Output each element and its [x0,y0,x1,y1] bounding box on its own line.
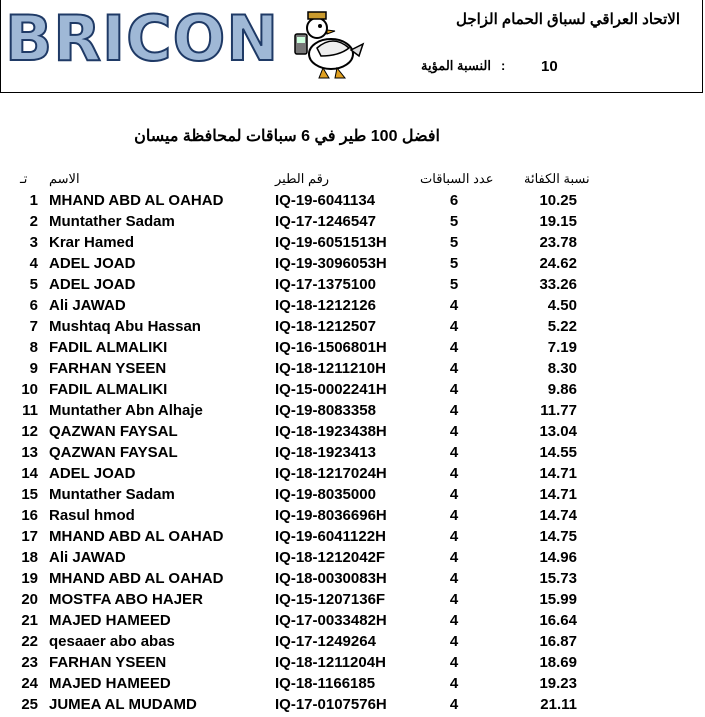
row-number: 9 [29,360,38,377]
pigeon-owner: MOSTFA ABO HAJER [49,591,203,608]
table-row [0,380,705,401]
efficiency-value: 15.99 [539,591,577,608]
pigeon-owner: MHAND ABD AL OAHAD [49,192,224,209]
pigeon-owner: QAZWAN FAYSAL [49,423,178,440]
ring-number: IQ-18-1212507 [275,318,376,335]
pigeon-owner: Mushtaq Abu Hassan [49,318,201,335]
ring-number: IQ-18-1211210H [275,360,386,377]
efficiency-value: 19.23 [539,675,577,692]
race-count: 4 [449,402,459,419]
pigeon-owner: QAZWAN FAYSAL [49,444,178,461]
row-number: 17 [21,528,38,545]
race-count: 4 [449,591,459,608]
efficiency-value: 33.26 [539,276,577,293]
pigeon-owner: Krar Hamed [49,234,135,251]
pigeon-owner: FADIL ALMALIKI [49,381,168,398]
efficiency-value: 16.87 [539,633,577,650]
pigeon-owner: MAJED HAMEED [49,675,171,692]
efficiency-value: 14.71 [539,486,577,503]
row-number: 13 [21,444,38,461]
row-number: 22 [21,633,38,650]
efficiency-value: 9.86 [547,381,577,398]
pigeon-owner: Muntather Sadam [49,213,175,230]
race-count: 5 [449,234,459,251]
ring-number: IQ-19-8083358 [275,402,376,419]
table-row [0,233,705,254]
race-count: 5 [449,213,459,230]
ring-number: IQ-18-1923413 [275,444,376,461]
row-number: 10 [21,381,38,398]
ratio-value: 10 [541,58,558,75]
efficiency-value: 11.77 [540,402,577,419]
ring-number: IQ-18-1217024H [275,465,387,482]
ring-number: IQ-19-3096053H [275,255,387,272]
row-number: 19 [21,570,38,587]
table-row [0,191,705,212]
race-count: 4 [449,696,459,713]
row-number: 3 [29,234,38,251]
efficiency-value: 18.69 [539,654,577,671]
race-count: 4 [449,612,459,629]
pigeon-owner: FADIL ALMALIKI [49,339,168,356]
efficiency-value: 16.64 [539,612,577,629]
row-number: 21 [21,612,38,629]
row-number: 23 [21,654,38,671]
efficiency-value: 4.50 [547,297,577,314]
pigeon-owner: JUMEA AL MUDAMD [49,696,197,713]
efficiency-value: 21.11 [540,696,577,713]
race-count: 4 [449,528,459,545]
table-row [0,527,705,548]
row-number: 6 [29,297,38,314]
row-number: 18 [21,549,38,566]
table-row [0,611,705,632]
pigeon-owner: FARHAN YSEEN [49,654,167,671]
report-subtitle: افضل 100 طير في 6 سباقات لمحافظة ميسان [134,128,440,145]
row-number: 7 [29,318,38,335]
efficiency-value: 14.74 [539,507,577,524]
table-row [0,422,705,443]
ring-number: IQ-18-1923438H [275,423,387,440]
table-row [0,464,705,485]
row-number: 16 [21,507,38,524]
table-row [0,506,705,527]
race-count: 4 [449,675,459,692]
race-count: 5 [449,255,459,272]
ring-number: IQ-17-0107576H [275,696,387,713]
ring-number: IQ-19-8035000 [275,486,376,503]
table-row [0,254,705,275]
ratio-label: النسبة المؤية [421,58,491,73]
table-row [0,695,705,716]
pigeon-owner: MHAND ABD AL OAHAD [49,528,224,545]
race-count: 4 [449,486,459,503]
row-number: 4 [29,255,38,272]
pigeon-owner: ADEL JOAD [49,465,136,482]
ring-number: IQ-15-1207136F [275,591,386,608]
bricon-logo: BRICON [5,2,280,75]
column-header-races: عدد السباقات [420,171,494,186]
race-count: 4 [449,507,459,524]
ring-number: IQ-18-0030083H [275,570,387,587]
efficiency-value: 24.62 [539,255,577,272]
pigeon-owner: FARHAN YSEEN [49,360,167,377]
row-number: 12 [21,423,38,440]
pigeon-owner: Ali JAWAD [49,549,126,566]
row-number: 2 [29,213,38,230]
row-number: 15 [21,486,38,503]
table-row [0,548,705,569]
table-row [0,569,705,590]
column-header-number: تـ [20,171,28,186]
ring-number: IQ-15-0002241H [275,381,387,398]
row-number: 14 [21,465,38,482]
efficiency-value: 14.96 [539,549,577,566]
column-header-name: الاسم [49,171,80,186]
column-header-ring: رقم الطير [275,171,330,186]
race-count: 6 [449,192,459,209]
table-row [0,674,705,695]
ring-number: IQ-16-1506801H [275,339,387,356]
table-row [0,653,705,674]
ring-number: IQ-18-1211204H [275,654,386,671]
race-count: 4 [449,549,459,566]
race-count: 4 [449,318,459,335]
race-count: 5 [449,276,459,293]
table-row [0,443,705,464]
pigeon-owner: Ali JAWAD [49,297,126,314]
pigeon-owner: Rasul hmod [49,507,135,524]
table-row [0,296,705,317]
pigeon-owner: MHAND ABD AL OAHAD [49,570,224,587]
ring-number: IQ-17-1249264 [275,633,376,650]
row-number: 1 [29,192,38,209]
ring-number: IQ-17-1246547 [275,213,376,230]
ring-number: IQ-19-8036696H [275,507,387,524]
race-count: 4 [449,444,459,461]
row-number: 11 [22,402,38,419]
efficiency-value: 7.19 [547,339,577,356]
pigeon-owner: qesaaer abo abas [49,633,175,650]
race-count: 4 [449,654,459,671]
row-number: 8 [29,339,38,356]
ring-number: IQ-18-1166185 [275,675,376,692]
ring-number: IQ-18-1212126 [275,297,376,314]
race-count: 4 [449,360,459,377]
efficiency-value: 13.04 [539,423,577,440]
table-row [0,590,705,611]
table-row [0,632,705,653]
pigeon-owner: Muntather Sadam [49,486,175,503]
ring-number: IQ-19-6041122H [275,528,386,545]
pigeon-owner: Muntather Abn Alhaje [49,402,203,419]
race-count: 4 [449,465,459,482]
ring-number: IQ-18-1212042F [275,549,386,566]
efficiency-value: 14.71 [539,465,577,482]
column-header-efficiency: نسبة الكفائة [524,171,590,186]
table-row [0,401,705,422]
table-row [0,485,705,506]
efficiency-value: 5.22 [547,318,577,335]
efficiency-value: 14.55 [539,444,577,461]
table-row [0,359,705,380]
row-number: 24 [21,675,38,692]
federation-title: الاتحاد العراقي لسباق الحمام الزاجل [455,11,680,28]
row-number: 20 [21,591,38,608]
efficiency-value: 8.30 [547,360,577,377]
race-count: 4 [449,381,459,398]
pigeon-mascot-icon [287,4,367,84]
ring-number: IQ-17-1375100 [275,276,376,293]
pigeon-owner: ADEL JOAD [49,276,136,293]
efficiency-value: 15.73 [539,570,577,587]
ring-number: IQ-19-6051513H [275,234,387,251]
row-number: 25 [21,696,38,713]
efficiency-value: 14.75 [539,528,577,545]
efficiency-value: 19.15 [539,213,577,230]
results-table [0,191,705,716]
race-count: 4 [449,570,459,587]
ring-number: IQ-17-0033482H [275,612,387,629]
efficiency-value: 23.78 [539,234,577,251]
report-header [0,0,703,93]
table-row [0,317,705,338]
race-count: 4 [449,633,459,650]
race-count: 4 [449,339,459,356]
table-row [0,275,705,296]
pigeon-owner: MAJED HAMEED [49,612,171,629]
ring-number: IQ-19-6041134 [275,192,376,209]
ratio-colon: : [501,58,506,73]
table-row [0,212,705,233]
race-count: 4 [449,297,459,314]
race-count: 4 [449,423,459,440]
pigeon-owner: ADEL JOAD [49,255,136,272]
table-row [0,338,705,359]
row-number: 5 [29,276,38,293]
efficiency-value: 10.25 [539,192,577,209]
